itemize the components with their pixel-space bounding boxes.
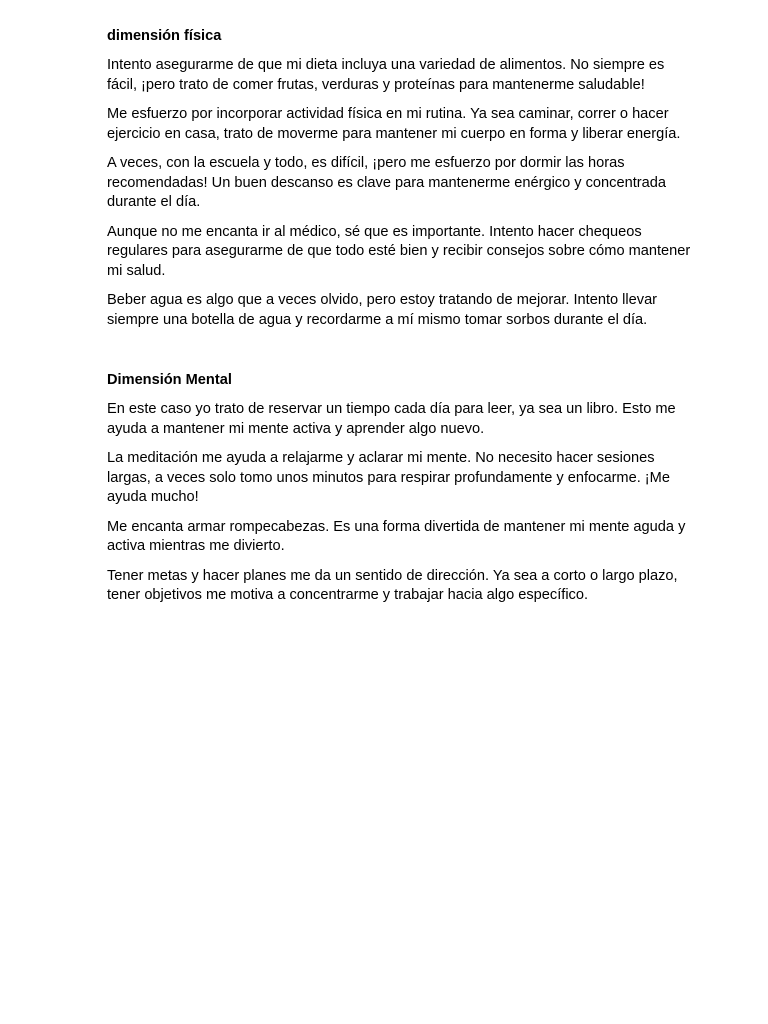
section-heading: dimensión física bbox=[107, 28, 222, 44]
section-heading: Dimensión Mental bbox=[107, 372, 232, 388]
section-mental-dimension bbox=[107, 371, 697, 606]
paragraph: Tener metas y hacer planes me da un sentido de dirección. Ya sea a corto o largo plazo, tener objetivos me motiva a concentrarme y trabajar hacia algo específico. bbox=[107, 567, 678, 603]
paragraph: Aunque no me encanta ir al médico, sé que es importante. Intento hacer chequeos regulares para asegurarme de que todo esté bien y recibir consejos sobre cómo mantener mi salud. bbox=[107, 223, 691, 279]
paragraph: Me encanta armar rompecabezas. Es una forma divertida de mantener mi mente aguda y activa mientras me divierto. bbox=[107, 518, 686, 554]
section-spacer bbox=[107, 340, 697, 371]
section-physical-dimension bbox=[107, 27, 697, 330]
paragraph: A veces, con la escuela y todo, es difícil, ¡pero me esfuerzo por dormir las horas recomendadas! Un buen descanso es clave para mantenerme enérgico y concentrada durante el día. bbox=[107, 155, 666, 210]
paragraph: Beber agua es algo que a veces olvido, pero estoy tratando de mejorar. Intento llevar siempre una botella de agua y recordarme a mí mismo tomar sorbos durante el día. bbox=[107, 292, 658, 328]
paragraph: En este caso yo trato de reservar un tiempo cada día para leer, ya sea un libro. Esto me ayuda a mantener mi mente activa y aprender algo nuevo. bbox=[107, 401, 676, 437]
document-page bbox=[107, 27, 697, 616]
paragraph: Intento asegurarme de que mi dieta incluya una variedad de alimentos. No siempre es fácil, ¡pero trato de comer frutas, verduras y proteínas para mantenerme saludable! bbox=[107, 57, 665, 93]
paragraph: Me esfuerzo por incorporar actividad física en mi rutina. Ya sea caminar, correr o hacer ejercicio en casa, trato de moverme para mantener mi cuerpo en forma y liberar energía. bbox=[107, 106, 681, 142]
paragraph: La meditación me ayuda a relajarme y aclarar mi mente. No necesito hacer sesiones largas, a veces solo tomo unos minutos para respirar profundamente y enfocarme. ¡Me ayuda mucho! bbox=[107, 450, 670, 505]
